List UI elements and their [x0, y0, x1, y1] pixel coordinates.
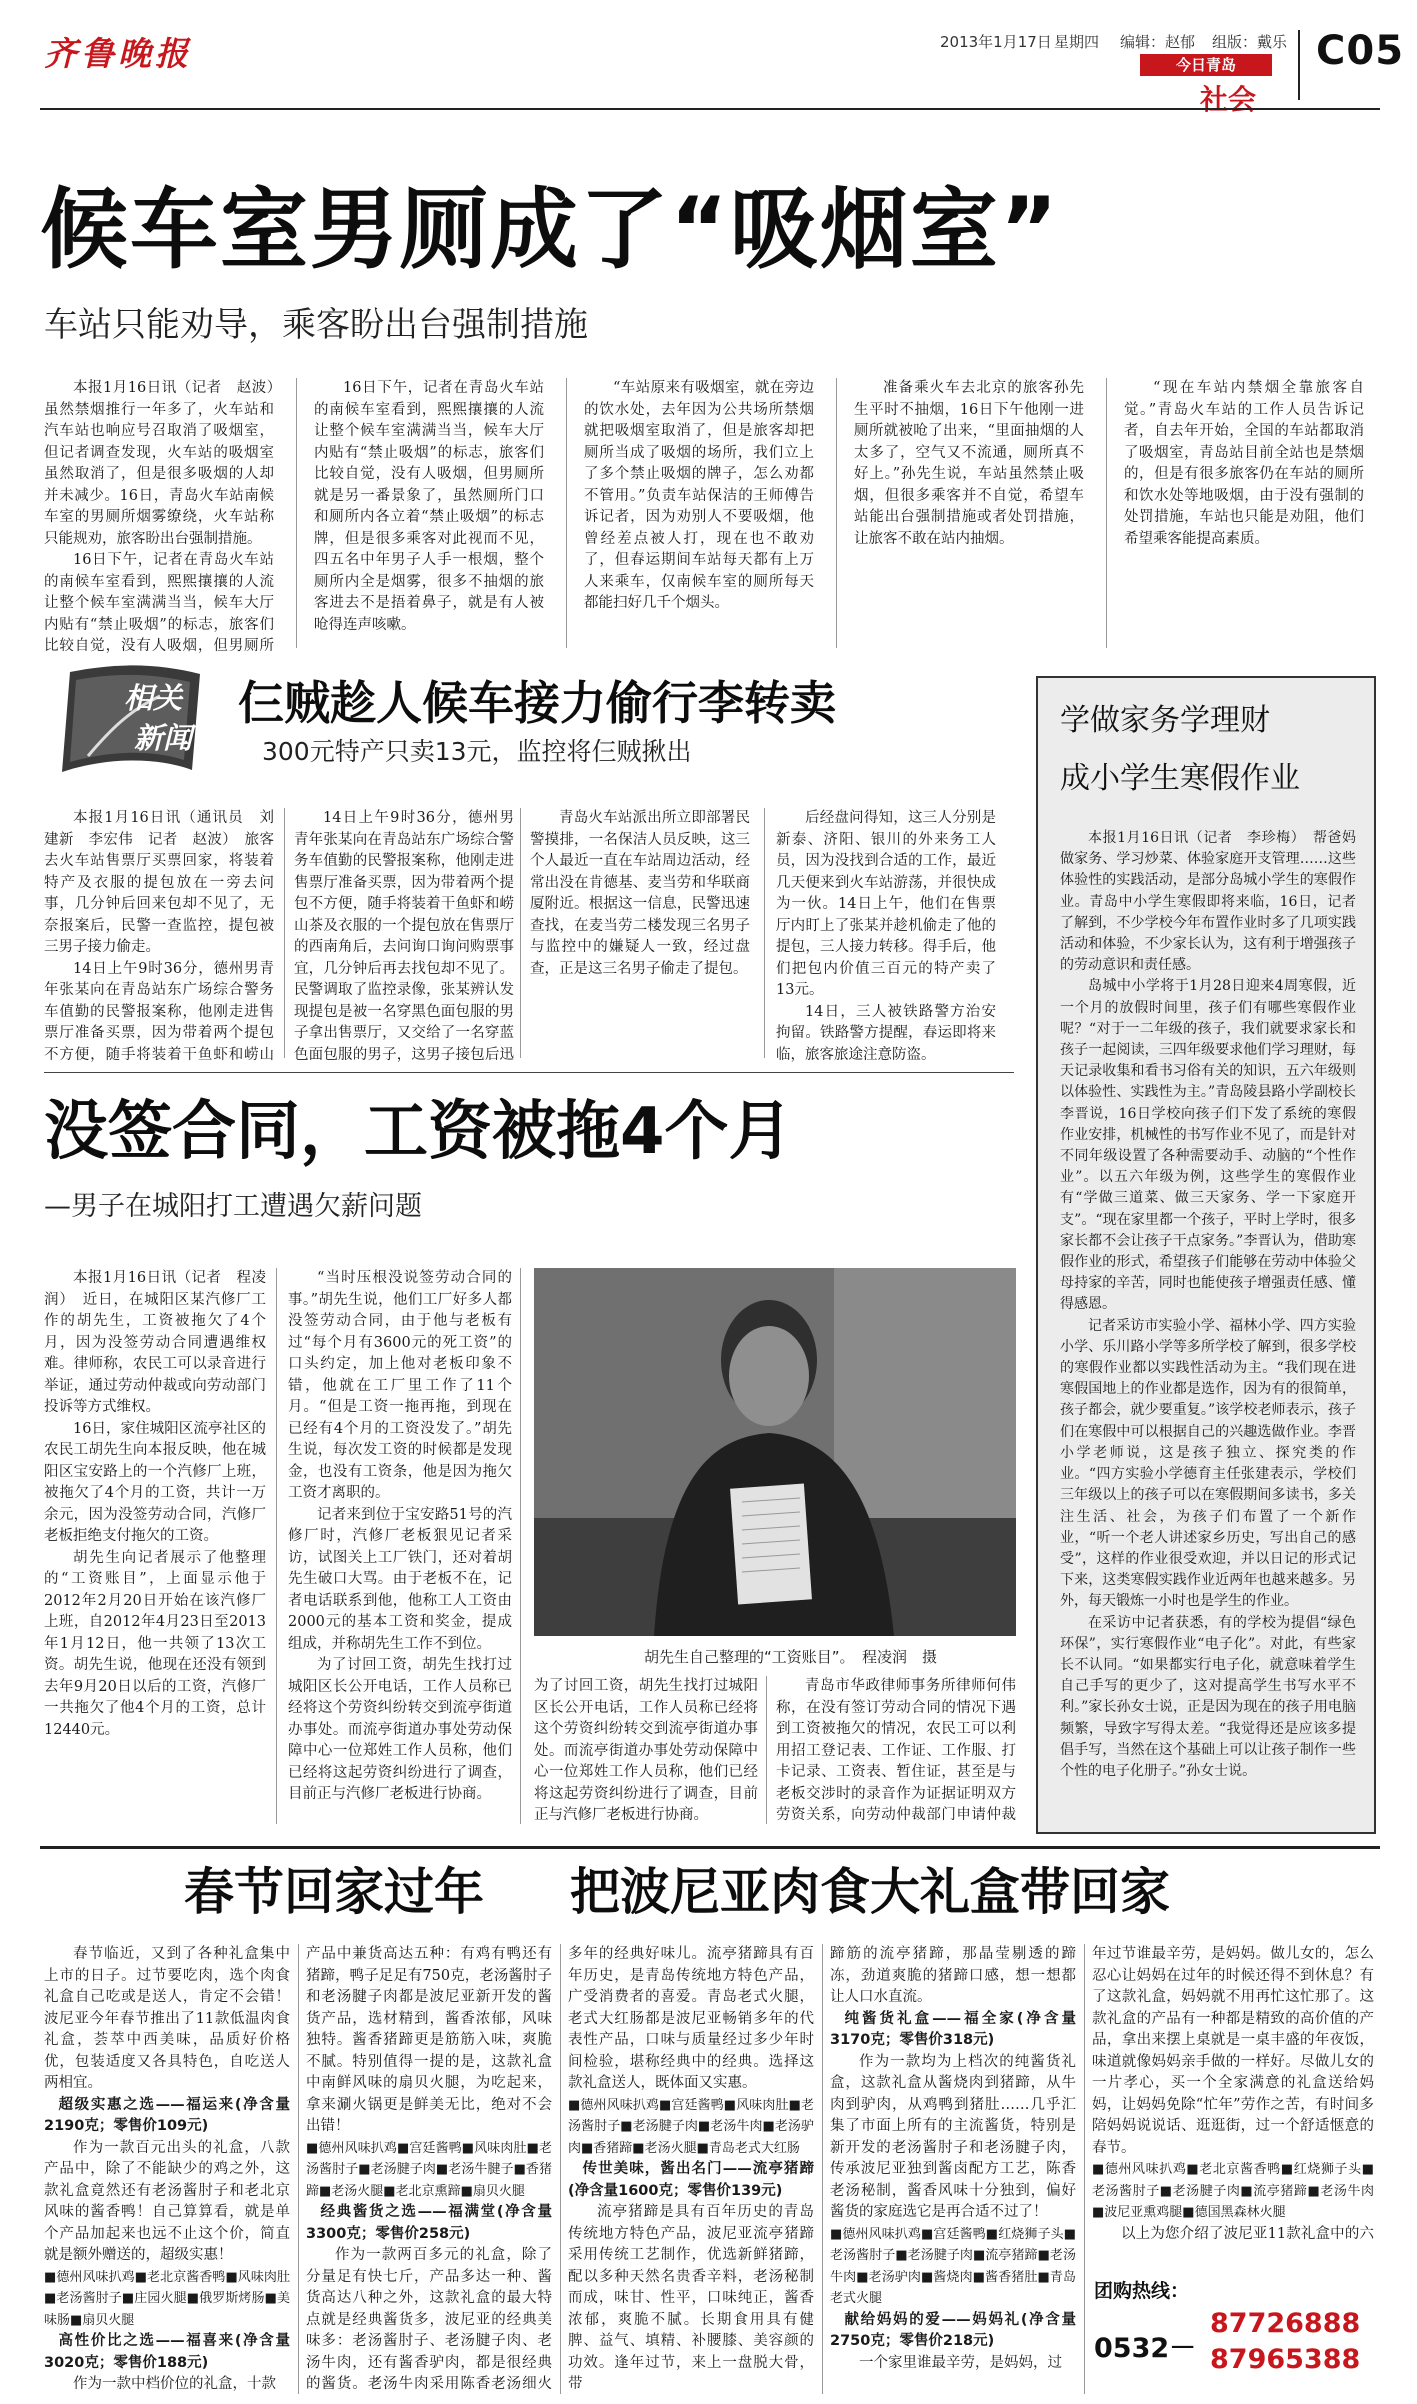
- article3-paragraph: “当时压根没说签劳动合同的事。”胡先生说，他们工厂好多人都没签劳动合同，由于他与老板有过“每个月有3600元的死工资”的口头约定，加上他对老板印象不错，他就在工厂里工作了11个月。“但是工资一拖再拖，到现在已经有4个月的工资没发了。”胡先生说，每次发工资的时候都是发现金，也没有工资条，他是因为拖欠工资才离职的。: [288, 1270, 512, 1501]
- column-rule: [560, 1944, 561, 2394]
- column-rule: [1106, 378, 1107, 648]
- article3-paragraph: 记者来到位于宝安路51号的汽修厂时，汽修厂老板狠见记者采访，试图关上工厂铁门，还对着胡先生破口大骂。由于老板不在，记者电话联系到他，他称工人工资由2000元的基本工资和奖金，提成组成，并称胡先生工作不到位。: [288, 1506, 512, 1652]
- ad-paragraph: 多年的经典好味儿。流亭猪蹄具有百年历史，是青岛传统地方特色产品，广受消费者的喜爱。青岛老式火腿，老式大红肠都是波尼亚畅销多年的代表性产品，口味与质量经过多少年时间检验，堪称经典中的经典。选择这款礼盒送人，既体面又实惠。: [568, 1946, 814, 2091]
- article3-col1: [44, 1268, 266, 1828]
- article1-subhead: 车站只能劝导，乘客盼出台强制措施: [44, 305, 588, 345]
- article3-paragraph: 为了讨回工资，胡先生找打过城阳区长公开电话，工作人员称已经将这个劳资纠纷转交到流亭街道办事处。而流亭街道办事处劳动保障中心一位郑姓工作人员称，他们已经将这起劳资纠纷进行了调查，目前正与汽修厂老板进行协商。: [288, 1657, 512, 1802]
- ad-product-heading: 高性价比之选——福喜来(净含量3020克；零售价188元): [44, 2333, 290, 2371]
- article1-paragraph: 本报1月16日讯（记者 赵波） 虽然禁烟推行一年多了，火车站和汽车站也响应号召取消了吸烟室，但记者调查发现，火车站的吸烟室虽然取消了，但是很多吸烟的人却并未减少。16日，青岛火车站南候车室的男厕所烟雾缭绕，火车站称只能规劝，旅客盼出台强制措施。: [44, 380, 274, 547]
- ad-product-list: ■德州风味扒鸡■老北京酱香鸭■红烧狮子头■老汤酱肘子■老汤腱子肉■流亭猪蹄■老汤牛肉■波尼亚熏鸡腿■德国黑森林火腿: [1092, 2162, 1374, 2220]
- ad-top-rule: [40, 1846, 1380, 1849]
- column-rule: [1084, 1944, 1085, 2394]
- column-rule: [836, 378, 837, 648]
- masthead: [0, 0, 1417, 116]
- section-label: 今日青岛: [1140, 54, 1272, 76]
- masthead-rule: [40, 108, 1380, 110]
- article3-paragraph: 16日，家住城阳区流亭社区的农民工胡先生向本报反映，他在城阳区宝安路上的一个汽修厂上班，被拖欠了4个月的工资，共计一万余元，因为没签劳动合同，汽修厂老板拒绝支付拖欠的工资。: [44, 1420, 266, 1544]
- column-rule: [566, 378, 567, 648]
- phone-prefix: 0532－: [1094, 2333, 1197, 2364]
- article2-col3: [530, 808, 750, 1066]
- article3-col4: [776, 1676, 1016, 1826]
- column-rule: [764, 808, 765, 1058]
- ad-product-list: ■德州风味扒鸡■宫廷酱鸭■风味肉肚■老汤酱肘子■老汤腱子肉■老汤牛肉■老汤驴肉■香猪蹄■老汤火腿■青岛老式大红肠: [568, 2097, 814, 2156]
- related-badge-line2: 新闻: [134, 721, 193, 755]
- ad-headline-left: 春节回家过年: [184, 1863, 484, 1921]
- related-badge-line1: 相关: [124, 681, 183, 715]
- ad-paragraph: 产品中兼货高达五种：有鸡有鸭还有猪蹄，鸭子足足有750克，老汤酱肘子和老汤腱子肉都是波尼亚新开发的酱货产品，选材精到，酱香浓郁，风味独特。酱香猪蹄更是筋筋入味，爽脆不腻。特别值得一提的是，这款礼盒中南鲜风味的扇贝火腿，为吃起来，拿来涮火锅更是鲜美无比，绝对不会出错！: [306, 1946, 552, 2134]
- hotline-box: [1092, 2272, 1374, 2392]
- ad-product-list: ■德州风味扒鸡■宫廷酱鸭■红烧狮子头■老汤酱肘子■老汤腱子肉■流亭猪蹄■老汤牛肉■老汤驴肉■酱烧肉■酱香猪肚■青岛老式火腿: [830, 2226, 1076, 2306]
- ad-col2: [306, 1944, 552, 2396]
- article2-paragraph: 14日上午9时36分，德州男青年张某向在青岛站东广场综合警务车值勤的民警报案称，他刚走进售票厅准备买票，因为带着两个提包不方便，随手将装着干鱼虾和崂山: [44, 960, 274, 1063]
- section-rule: [44, 1072, 1014, 1073]
- hotline-label: 团购热线：: [1094, 2280, 1190, 2302]
- article2-subhead: 300元特产只卖13元，监控将仨贼揪出: [262, 737, 692, 766]
- sidebar-title-line1: 学做家务学理财: [1060, 703, 1270, 738]
- article2-paragraph: 14日，三人被铁路警方治安拘留。铁路警方提醒，春运即将来临，旅客旅途注意防盗。: [776, 1003, 996, 1063]
- masthead-divider: [1298, 30, 1300, 100]
- article2-headline: 仨贼趁人候车接力偷行李转卖: [238, 676, 836, 730]
- article3-col3: [534, 1676, 758, 1826]
- article2-col2: [294, 808, 514, 1066]
- article1-paragraph: “车站原来有吸烟室，就在旁边的饮水处，去年因为公共场所禁烟就把吸烟室取消了，但是旅客却把厕所当成了吸烟的场所，我们立上了多个禁止吸烟的牌子，怎么劝都不管用。”负责车站保洁的王师傅告诉记者，因为劝别人不要吸烟，他曾经差点被人打，现在也不敢劝了，但春运期间车站每天都有上万人来乘车，仅南候车室的厕所每天都能扫好几千个烟头。: [584, 380, 814, 611]
- ad-product-heading: 经典酱货之选——福满堂(净含量3300克；零售价258元): [306, 2204, 552, 2242]
- article3-headline: 没签合同，工资被拖4个月: [44, 1095, 793, 1169]
- section-name: 社会: [1200, 83, 1257, 116]
- ad-col4: [830, 1944, 1076, 2396]
- article1-paragraph: “现在车站内禁烟全靠旅客自觉。”青岛火车站的工作人员告诉记者，自去年开始，全国的车站都取消了吸烟室，青岛站目前全站也是禁烟的，但是有很多旅客仍在车站的厕所和饮水处等地吸烟，由于没有强制的处罚措施，车站也只能是劝阻，他们希望乘客能提高素质。: [1124, 380, 1364, 547]
- ad-paragraph: 作为一款两百多元的礼盒，除了分量足有快七斤，产品多达一种、酱货高达八种之外，这款礼盒的最大特点就是经典酱货多，波尼亚的经典美味多：老汤酱肘子、老汤腱子肉、老汤牛肉，还有酱香驴肉，都是很经典的酱货。老汤牛肉采用陈香老汤细火: [306, 2247, 552, 2392]
- phone-number-2[interactable]: 87965388: [1210, 2344, 1361, 2375]
- article1-col5: [1124, 378, 1364, 656]
- column-rule: [298, 1944, 299, 2394]
- article2-col1: [44, 808, 274, 1066]
- ad-product-heading: 献给妈妈的爱——妈妈礼(净含量2750克；零售价218元): [830, 2311, 1076, 2349]
- ad-headline-right: 把波尼亚肉食大礼盒带回家: [570, 1863, 1170, 1921]
- article1-paragraph: 16日下午，记者在青岛火车站的南候车室看到，熙熙攘攘的人流让整个候车室满满当当，候车大厅内贴有“禁止吸烟”的标志，旅客们比较自觉，没有人吸烟，但男厕所: [44, 552, 274, 654]
- column-rule: [276, 1268, 277, 1824]
- column-rule: [822, 1944, 823, 2394]
- sidebar-paragraph: 岛城中小学将于1月28日迎来4周寒假，近一个月的放假时间里，孩子们有哪些寒假作业呢？“对于一二年级的孩子，我们就要求家长和孩子一起阅读，三四年级要求他们学习理财，每天记录收集和看书习俗有关的知识，五六年级则以体验性、实践性为主。”青岛陵县路小学副校长李晋说，16日学校向孩子们下发了系统的寒假作业安排，机械性的书写作业不见了，而是针对不同年级设置了各种需要动手、动脑的“个性作业”。以五六年级为例，这些学生的寒假作业有“学做三道菜、做三天家务、学一下家庭开支”。“现在家里都一个孩子，平时上学时，很多家长都不会让孩子干点家务。”李晋认为，借助寒假作业的形式，希望孩子们能够在劳动中体验父母持家的辛苦，同时也能使孩子增强责任感、懂得感恩。: [1060, 978, 1356, 1313]
- ad-paragraph: 蹄筋的流亭猪蹄，那晶莹剔透的蹄冻，劲道爽脆的猪蹄口感，想一想都让人口水直流。: [830, 1946, 1076, 2005]
- sidebar-paragraph: 在采访中记者获悉，有的学校为提倡“绿色环保”，实行寒假作业“电子化”。对此，有些家长不认同。“如果都实行电子化，就意味着学生自己手写的更少了，这对提高学生书写水平不利。”家长孙女士说，正是因为现在的孩子用电脑频繁，导致字写得太差。“我觉得还是应该多提倡手写，当然在这个基础上可以让孩子制作一些个性的电子化册子。”孙女士说。: [1060, 1614, 1356, 1779]
- sidebar-title-line2: 成小学生寒假作业: [1060, 761, 1300, 796]
- ad-paragraph: 一个家里谁最辛劳，是妈妈，过: [859, 2354, 1062, 2371]
- layout-credit: 组版：戴乐: [1212, 33, 1288, 51]
- article1-col3: [584, 378, 814, 656]
- article3-paragraph: 胡先生向记者展示了他整理的“工资账目”，上面显示他于2012年2月20日开始在该汽修厂上班，自2012年4月23日至2013年1月12日，他一共领了13次工资。胡先生说，他现在还没有领到去年9月20日以后的工资，汽修厂一共拖欠了他4个月的工资，总计12440元。: [44, 1549, 266, 1738]
- issue-weekday: 星期四: [1054, 33, 1100, 51]
- article2-col4: [776, 808, 996, 1066]
- article2-paragraph: 14日上午9时36分，德州男青年张某向在青岛站东广场综合警务车值勤的民警报案称，他刚走进售票厅准备买票，因为带着两个提包不方便，随手将装着干鱼虾和崂山茶及衣服的一个提包放在售票厅的西南角后，去问询口询问购票事宜，几分钟后再去找包却不见了。民警调取了监控录像，张某辨认发现提包是被一名穿黑色面包服的男子拿出售票厅，又交给了一名穿蓝色面包服的男子，这男子接包后迅: [294, 810, 514, 1063]
- page-number: C05: [1316, 28, 1405, 74]
- article1-headline: 候车室男厕成了“吸烟室”: [40, 178, 1060, 281]
- column-rule: [296, 378, 297, 648]
- sidebar-box: [1036, 676, 1376, 1834]
- article2-paragraph: 本报1月16日讯（通讯员 刘建新 李宏伟 记者 赵波） 旅客去火车站售票厅买票回家，将装着特产及衣服的提包放在一旁去问事，几分钟后回来包却不见了，无奈报案后，民警一查监控，提包被三男子接力偷走。: [44, 810, 274, 955]
- ad-paragraph: 流亭猪蹄是具有百年历史的青岛传统地方特色产品，波尼亚流亭猪蹄采用传统工艺制作，优选新鲜猪蹄，配以多种天然名贵香辛料，老汤秘制而成，味甘、性平，口味纯正，酱香浓郁，爽脆不腻。长期食用具有健脾、益气、填精、补腰膝、美容颜的功效。逢年过节，来上一盘脱大骨，带: [568, 2204, 814, 2392]
- ad-paragraph: 作为一款中档价位的礼盒，十款: [73, 2376, 276, 2392]
- ad-product-list: ■德州风味扒鸡■老北京酱香鸭■风味肉肚■老汤酱肘子■庄园火腿■俄罗斯烤肠■美味肠■扇贝火腿: [44, 2269, 290, 2328]
- photo-caption: 胡先生自己整理的“工资账目”。 程凌润 摄: [644, 1648, 938, 1666]
- photo-illustration: [534, 1268, 1016, 1636]
- article3-paragraph: 青岛市华政律师事务所律师何伟称，在没有签订劳动合同的情况下遇到工资被拖欠的情况，农民工可以利用招工登记表、工作证、工作服、打卡记录、工资表、暂住证，甚至是与老板交涉时的录音作为证据证明双方劳资关系，向劳动仲裁部门申请仲裁: [776, 1678, 1016, 1823]
- ad-product-list: ■德州风味扒鸡■宫廷酱鸭■风味肉肚■老汤酱肘子■老汤腱子肉■老汤牛腱子■香猪蹄■老汤火腿■老北京熏蹄■扇贝火腿: [306, 2140, 552, 2199]
- ad-col5: [1092, 1944, 1374, 2244]
- ad-paragraph: 年过节谁最辛劳，是妈妈。做儿女的，怎么忍心让妈妈在过年的时候还得不到休息？有了这款礼盒，妈妈就不用再忙这忙那了。这款礼盒的产品有一种都是精致的高价值的产品，拿出来摆上桌就是一桌丰盛的年夜饭，味道就像妈妈亲手做的一样好。尽做儿女的一片孝心，买一个全家满意的礼盒送给妈妈，让妈妈免除“忙年”劳作之苦，有时间多陪妈妈说说话、逛逛街，过一个舒适惬意的春节。: [1092, 1946, 1374, 2156]
- ad-product-heading: 超级实惠之选——福运来(净含量2190克；零售价109元): [44, 2096, 290, 2134]
- article3-paragraph: 为了讨回工资，胡先生找打过城阳区长公开电话，工作人员称已经将这个劳资纠纷转交到流亭街道办事处。而流亭街道办事处劳动保障中心一位郑姓工作人员称，他们已经将这起劳资纠纷进行了调查，目前正与汽修厂老板进行协商。: [534, 1678, 758, 1823]
- article1-col1: [44, 378, 274, 656]
- newspaper-logo: 齐鲁晚报: [44, 34, 192, 73]
- article2-paragraph: 后经盘问得知，这三人分别是新泰、济阳、银川的外来务工人员，因为没找到合适的工作，最近几天便来到火车站游荡，并很快成为一伙。14日上午，他们在售票厅内盯上了张某并趁机偷走了他的提包，三人接力转移。得手后，他们把包内价值三百元的特产卖了13元。: [776, 810, 996, 998]
- ad-product-heading: 传世美味，酱出名门——流亭猪蹄(净含量1600克；零售价139元): [568, 2161, 814, 2199]
- phone-number-1[interactable]: 87726888: [1210, 2308, 1361, 2339]
- article2-paragraph: 青岛火车站派出所立即部署民警摸排，一名保洁人员反映，这三个人最近一直在车站周边活动，经常出没在肯德基、麦当劳和华联商厦附近。根据这一信息，民警迅速查找，在麦当劳二楼发现三名男子与监控中的嫌疑人一致，经过盘查，正是这三名男子偷走了提包。: [530, 810, 750, 977]
- article3-paragraph: 本报1月16日讯（记者 程凌润） 近日，在城阳区某汽修厂工作的胡先生，工资被拖欠了4个月，因为没签劳动合同遭遇维权难。律师称，农民工可以录音进行举证，通过劳动仲裁或向劳动部门投诉等方式维权。: [44, 1270, 266, 1415]
- column-rule: [520, 1268, 521, 1824]
- ad-paragraph: 作为一款百元出头的礼盒，八款产品中，除了不能缺少的鸡之外，这款礼盒竟然还有老汤酱肘子和老北京风味的酱香鸭！自己算算看，就是单个产品加起来也远不止这个价，简直就是额外赠送的，超级实惠！: [44, 2139, 290, 2263]
- article3-col2: [288, 1268, 512, 1828]
- article1-paragraph: 准备乘火车去北京的旅客孙先生平时不抽烟，16日下午他刚一进厕所就被呛了出来，“里面抽烟的人太多了，空气又不流通，厕所真不好上。”孙先生说，车站虽然禁止吸烟，但很多乘客并不自觉，希望车站能出台强制措施或者处罚措施，让旅客不敢在站内抽烟。: [854, 380, 1084, 547]
- related-news-badge: [50, 660, 210, 790]
- article1-col4: [854, 378, 1084, 656]
- article3-photo: [534, 1268, 1016, 1636]
- column-rule: [766, 1676, 767, 1824]
- ad-col3: [568, 1944, 814, 2396]
- sidebar-paragraph: 本报1月16日讯（记者 李珍梅） 帮爸妈做家务、学习炒菜、体验家庭开支管理……这些体验性的实践活动，是部分岛城小学生的寒假作业。青岛中小学生寒假即将来临，16日，记者了解到，不少学校今年布置作业时多了几项实践活动和体验，不少家长认为，这有利于增强孩子的劳动意识和责任感。: [1060, 830, 1356, 974]
- column-rule: [284, 808, 285, 1058]
- ad-product-heading: 纯酱货礼盒——福全家(净含量3170克；零售价318元): [830, 2010, 1076, 2048]
- article1-col2: [314, 378, 544, 656]
- article3-subhead: —男子在城阳打工遭遇欠薪问题: [44, 1191, 422, 1222]
- ad-paragraph: 作为一款均为上档次的纯酱货礼盒，这款礼盒从酱烧肉到猪蹄，从牛肉到驴肉，从鸡鸭到猪肚……几乎汇集了市面上所有的主流酱货，特别是新开发的老汤酱肘子和老汤腱子肉，传承波尼亚独到酱卤配方工艺，陈香老汤秘制，酱香风味十分独到，偏好酱货的家庭选它是再合适不过了！: [830, 2053, 1076, 2220]
- ad-paragraph: 以上为您介绍了波尼亚11款礼盒中的六: [1121, 2225, 1374, 2242]
- ad-col1: [44, 1944, 290, 2396]
- sidebar-body: [1060, 828, 1356, 1824]
- sidebar-paragraph: 记者采访市实验小学、福林小学、四方实验小学、乐川路小学等多所学校了解到，很多学校的寒假作业都以实践性活动为主。“我们现在进寒假国地上的作业都是选作，因为有的很简单，孩子都会，就少要重复。”该学校老师表示，孩子们在寒假中可以根据自己的兴趣选做作业。李晋小学老师说，这是孩子独立、探究类的作业。“四方实验小学德育主任张建表示，学校们三年级以上的孩子可以在寒假期间多读书，多关注生活、社会，为孩子们布置了一个新作业，“听一个老人讲述家乡历史，写出自己的感受”，这样的作业很受欢迎，并以日记的形式记下来，这类寒假实践作业近两年也越来越多。另外，每天锻炼一小时也是学生的作业。: [1060, 1317, 1356, 1610]
- column-rule: [520, 808, 521, 1058]
- ad-paragraph: 春节临近，又到了各种礼盒集中上市的日子。过节要吃肉，选个肉食礼盒自己吃或是送人，肯定不会错！波尼亚今年春节推出了11款低温肉食礼盒，荟萃中西美味，品质好价格优，包装适度又各具特色，自吃送人两相宜。: [44, 1946, 290, 2091]
- article1-paragraph: 16日下午，记者在青岛火车站的南候车室看到，熙熙攘攘的人流让整个候车室满满当当，候车大厅内贴有“禁止吸烟”的标志，旅客们比较自觉，没有人吸烟，但男厕所就是另一番景象了，虽然厕所门口和厕所内各立着“禁止吸烟”的标志牌，但是很多乘客对此视而不见，四五名中年男子人手一根烟，整个厕所内全是烟雾，很多不抽烟的旅客进去不是捂着鼻子，就是有人被呛得连声咳嗽。: [314, 380, 544, 633]
- issue-date: 2013年1月17日: [940, 33, 1052, 51]
- editor-credit: 编辑：赵郁: [1120, 33, 1196, 51]
